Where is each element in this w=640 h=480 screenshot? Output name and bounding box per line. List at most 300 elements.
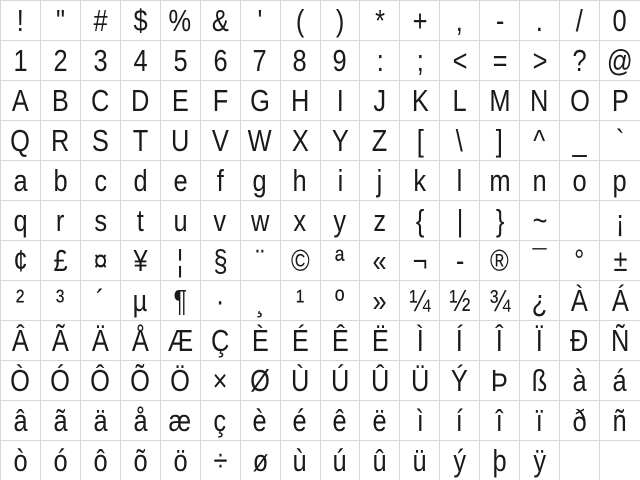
glyph-character: ÷ [213, 443, 228, 478]
glyph-character: Û [370, 363, 390, 398]
glyph-character: [ [416, 123, 424, 158]
glyph-character: É [291, 323, 309, 358]
glyph-cell[interactable] [400, 161, 440, 201]
glyph-cell[interactable] [121, 1, 161, 41]
glyph-cell[interactable] [360, 161, 400, 201]
glyph-cell[interactable] [201, 41, 241, 81]
glyph-cell[interactable] [480, 1, 520, 41]
glyph-cell[interactable] [201, 201, 241, 241]
glyph-character: 1 [13, 43, 28, 78]
glyph-cell[interactable] [600, 1, 640, 41]
glyph-cell[interactable] [161, 321, 201, 361]
glyph-cell[interactable] [440, 441, 480, 480]
glyph-cell[interactable] [560, 281, 600, 321]
glyph-cell[interactable] [121, 121, 161, 161]
glyph-cell[interactable] [400, 81, 440, 121]
glyph-cell[interactable] [560, 161, 600, 201]
glyph-cell[interactable] [281, 281, 321, 321]
glyph-cell[interactable] [81, 321, 121, 361]
glyph-cell[interactable] [281, 241, 321, 281]
glyph-cell[interactable] [201, 441, 241, 480]
glyph-cell[interactable] [241, 161, 281, 201]
glyph-cell[interactable] [600, 361, 640, 401]
glyph-cell[interactable] [1, 161, 41, 201]
glyph-cell[interactable] [1, 121, 41, 161]
glyph-cell[interactable] [161, 401, 201, 441]
glyph-cell[interactable] [400, 361, 440, 401]
glyph-cell[interactable] [400, 401, 440, 441]
glyph-cell[interactable] [321, 361, 361, 401]
glyph-cell[interactable] [520, 241, 560, 281]
glyph-cell[interactable] [281, 401, 321, 441]
glyph-character: l [456, 163, 463, 198]
glyph-character: Ø [250, 363, 270, 398]
glyph-cell[interactable] [560, 321, 600, 361]
glyph-character: « [372, 243, 387, 278]
glyph-cell[interactable] [360, 401, 400, 441]
glyph-cell[interactable] [360, 281, 400, 321]
glyph-cell[interactable] [360, 121, 400, 161]
glyph-cell[interactable] [201, 121, 241, 161]
glyph-character: - [495, 3, 504, 38]
glyph-cell[interactable] [360, 41, 400, 81]
glyph-character: ë [372, 403, 387, 438]
glyph-cell[interactable] [41, 81, 81, 121]
glyph-cell[interactable] [201, 1, 241, 41]
glyph-cell[interactable] [201, 281, 241, 321]
glyph-cell[interactable] [440, 241, 480, 281]
glyph-cell[interactable] [1, 361, 41, 401]
glyph-character: v [213, 203, 227, 238]
glyph-character: u [173, 203, 188, 238]
glyph-cell[interactable] [600, 121, 640, 161]
glyph-cell[interactable] [1, 41, 41, 81]
glyph-character: ¡ [615, 203, 625, 238]
glyph-cell[interactable] [41, 441, 81, 480]
glyph-character: e [173, 163, 188, 198]
glyph-cell[interactable] [560, 201, 600, 241]
glyph-cell[interactable] [41, 201, 81, 241]
glyph-cell[interactable] [440, 121, 480, 161]
glyph-cell[interactable] [600, 401, 640, 441]
glyph-character: á [612, 363, 628, 398]
glyph-character: ( [295, 3, 305, 38]
glyph-cell[interactable] [161, 241, 201, 281]
glyph-cell[interactable] [520, 201, 560, 241]
glyph-cell[interactable] [241, 41, 281, 81]
glyph-character: 5 [173, 43, 188, 78]
glyph-cell[interactable] [600, 321, 640, 361]
glyph-cell[interactable] [480, 321, 520, 361]
glyph-cell[interactable] [81, 161, 121, 201]
glyph-character: ² [16, 283, 25, 318]
glyph-character: ß [531, 363, 548, 398]
glyph-cell[interactable] [520, 121, 560, 161]
glyph-character: ý [453, 443, 467, 478]
glyph-character: " [55, 3, 65, 38]
glyph-cell[interactable] [440, 81, 480, 121]
glyph-cell[interactable] [201, 81, 241, 121]
glyph-cell[interactable] [41, 161, 81, 201]
glyph-character: q [13, 203, 28, 238]
glyph-cell[interactable] [281, 121, 321, 161]
glyph-character: ¾ [489, 283, 511, 318]
glyph-cell[interactable] [600, 81, 640, 121]
glyph-character: R [51, 123, 70, 158]
glyph-cell[interactable] [520, 401, 560, 441]
glyph-character: Ô [90, 363, 111, 398]
glyph-character: ° [574, 243, 585, 278]
glyph-cell[interactable] [161, 161, 201, 201]
glyph-character: / [576, 3, 584, 38]
glyph-cell[interactable] [281, 361, 321, 401]
glyph-cell[interactable] [321, 441, 361, 480]
glyph-cell[interactable] [81, 1, 121, 41]
glyph-character: D [131, 83, 150, 118]
glyph-cell[interactable] [440, 41, 480, 81]
glyph-character: $ [133, 3, 148, 38]
glyph-cell[interactable] [41, 121, 81, 161]
glyph-character: x [293, 203, 307, 238]
glyph-cell[interactable] [201, 401, 241, 441]
glyph-cell[interactable] [41, 281, 81, 321]
glyph-character: ¹ [295, 283, 305, 318]
glyph-cell[interactable] [360, 201, 400, 241]
glyph-cell[interactable] [600, 281, 640, 321]
glyph-character: Ü [410, 363, 430, 398]
glyph-cell[interactable] [241, 441, 281, 480]
glyph-character: £ [53, 243, 68, 278]
glyph-character: ! [16, 3, 25, 38]
glyph-cell[interactable] [241, 281, 281, 321]
glyph-cell[interactable] [480, 121, 520, 161]
glyph-cell[interactable] [560, 401, 600, 441]
glyph-cell[interactable] [440, 161, 480, 201]
glyph-character: å [133, 403, 148, 438]
glyph-character: ð [572, 403, 587, 438]
glyph-cell[interactable] [81, 41, 121, 81]
glyph-character: k [413, 163, 427, 198]
glyph-cell[interactable] [560, 81, 600, 121]
glyph-character: 6 [213, 43, 228, 78]
glyph-cell[interactable] [480, 441, 520, 480]
glyph-character: ¿ [531, 283, 548, 318]
glyph-character: Ì [416, 323, 424, 358]
glyph-character: - [455, 243, 465, 278]
glyph-cell[interactable] [400, 201, 440, 241]
glyph-cell[interactable] [321, 321, 361, 361]
glyph-cell[interactable] [400, 121, 440, 161]
glyph-character: ~ [532, 203, 548, 238]
glyph-cell[interactable] [1, 441, 41, 480]
glyph-character: N [530, 83, 549, 118]
glyph-cell[interactable] [360, 241, 400, 281]
glyph-character: a [13, 163, 28, 198]
glyph-cell[interactable] [241, 81, 281, 121]
glyph-cell[interactable] [480, 201, 520, 241]
glyph-cell[interactable] [1, 1, 41, 41]
glyph-cell[interactable] [41, 41, 81, 81]
glyph-cell[interactable] [560, 121, 600, 161]
glyph-cell[interactable] [281, 321, 321, 361]
glyph-character: f [216, 163, 224, 198]
glyph-cell[interactable] [121, 241, 161, 281]
glyph-cell[interactable] [321, 1, 361, 41]
glyph-cell[interactable] [1, 321, 41, 361]
glyph-cell[interactable] [360, 441, 400, 480]
glyph-character: P [611, 83, 629, 118]
glyph-character: G [250, 83, 270, 118]
glyph-cell[interactable] [281, 161, 321, 201]
glyph-character: 3 [93, 43, 108, 78]
glyph-cell[interactable] [480, 401, 520, 441]
glyph-cell[interactable] [520, 361, 560, 401]
glyph-character: B [51, 83, 69, 118]
glyph-cell[interactable] [201, 241, 241, 281]
glyph-character: p [612, 163, 628, 198]
glyph-character: ï [536, 403, 544, 438]
glyph-cell[interactable] [121, 441, 161, 480]
glyph-cell[interactable] [600, 201, 640, 241]
glyph-cell[interactable] [1, 81, 41, 121]
glyph-cell[interactable] [400, 241, 440, 281]
glyph-cell[interactable] [360, 321, 400, 361]
glyph-cell[interactable] [321, 281, 361, 321]
glyph-character: | [456, 203, 464, 238]
glyph-character: ô [93, 443, 108, 478]
glyph-character: ) [335, 3, 345, 38]
glyph-cell[interactable] [281, 441, 321, 480]
glyph-character: Á [611, 283, 629, 318]
glyph-cell[interactable] [241, 321, 281, 361]
glyph-cell[interactable] [41, 1, 81, 41]
glyph-character: ¤ [93, 243, 108, 278]
glyph-character: . [536, 3, 544, 38]
glyph-character: ¸ [255, 283, 265, 318]
glyph-cell[interactable] [241, 1, 281, 41]
glyph-character: L [452, 83, 467, 118]
glyph-cell[interactable] [121, 161, 161, 201]
glyph-cell[interactable] [440, 1, 480, 41]
glyph-character: ± [613, 243, 627, 278]
glyph-cell[interactable] [41, 401, 81, 441]
glyph-cell[interactable] [560, 41, 600, 81]
glyph-cell[interactable] [161, 41, 201, 81]
glyph-character: y [333, 203, 347, 238]
glyph-cell[interactable] [600, 241, 640, 281]
glyph-cell[interactable] [41, 321, 81, 361]
glyph-cell[interactable] [121, 321, 161, 361]
glyph-cell[interactable] [520, 41, 560, 81]
glyph-cell[interactable] [321, 81, 361, 121]
glyph-cell[interactable] [81, 121, 121, 161]
glyph-cell[interactable] [81, 241, 121, 281]
glyph-cell[interactable] [321, 241, 361, 281]
glyph-character: à [572, 363, 587, 398]
glyph-cell[interactable] [81, 441, 121, 480]
glyph-cell[interactable] [600, 441, 640, 480]
glyph-character: ê [332, 403, 348, 438]
glyph-cell[interactable] [1, 401, 41, 441]
glyph-character: ´ [96, 283, 105, 318]
glyph-cell[interactable] [520, 81, 560, 121]
glyph-cell[interactable] [480, 361, 520, 401]
glyph-character: ¥ [133, 243, 148, 278]
glyph-cell[interactable] [161, 441, 201, 480]
glyph-cell[interactable] [560, 361, 600, 401]
glyph-character: ¶ [173, 283, 188, 318]
glyph-character: ä [93, 403, 108, 438]
glyph-character: Z [372, 123, 388, 158]
glyph-cell[interactable] [321, 161, 361, 201]
glyph-cell[interactable] [440, 281, 480, 321]
glyph-cell[interactable] [161, 121, 201, 161]
glyph-character: = [492, 43, 508, 78]
glyph-cell[interactable] [241, 361, 281, 401]
glyph-cell[interactable] [201, 361, 241, 401]
glyph-character: Õ [130, 363, 151, 398]
glyph-cell[interactable] [560, 441, 600, 480]
glyph-character: ` [615, 123, 625, 158]
glyph-cell[interactable] [400, 441, 440, 480]
glyph-character: i [337, 163, 343, 198]
glyph-character: 9 [332, 43, 348, 78]
glyph-cell[interactable] [161, 281, 201, 321]
glyph-character: J [373, 83, 387, 118]
glyph-cell[interactable] [241, 121, 281, 161]
glyph-cell[interactable] [520, 441, 560, 480]
glyph-character: º [335, 283, 345, 318]
glyph-character: U [171, 123, 190, 158]
glyph-cell[interactable] [201, 321, 241, 361]
glyph-character: Å [131, 323, 149, 358]
glyph-cell[interactable] [360, 361, 400, 401]
glyph-cell[interactable] [241, 201, 281, 241]
glyph-character: ã [53, 403, 68, 438]
glyph-cell[interactable] [321, 401, 361, 441]
glyph-character: { [415, 203, 425, 238]
glyph-cell[interactable] [81, 81, 121, 121]
glyph-character: ] [496, 123, 504, 158]
glyph-character: Ë [371, 323, 389, 358]
glyph-cell[interactable] [121, 41, 161, 81]
glyph-cell[interactable] [480, 161, 520, 201]
glyph-character: Ó [50, 363, 71, 398]
glyph-cell[interactable] [121, 401, 161, 441]
glyph-cell[interactable] [480, 81, 520, 121]
glyph-character: 4 [133, 43, 148, 78]
glyph-cell[interactable] [440, 401, 480, 441]
glyph-cell[interactable] [480, 241, 520, 281]
glyph-character: í [456, 403, 464, 438]
glyph-cell[interactable] [440, 201, 480, 241]
glyph-cell[interactable] [121, 281, 161, 321]
glyph-character: Ä [91, 323, 109, 358]
glyph-cell[interactable] [520, 281, 560, 321]
glyph-cell[interactable] [520, 161, 560, 201]
glyph-cell[interactable] [281, 41, 321, 81]
glyph-character: © [290, 243, 310, 278]
glyph-cell[interactable] [400, 41, 440, 81]
glyph-character: + [412, 3, 428, 38]
glyph-character: ³ [56, 283, 65, 318]
glyph-cell[interactable] [121, 361, 161, 401]
glyph-character: ¼ [409, 283, 431, 318]
glyph-cell[interactable] [81, 401, 121, 441]
glyph-character: é [292, 403, 308, 438]
glyph-character: þ [492, 443, 507, 478]
glyph-character: ¨ [255, 243, 265, 278]
glyph-character: w [250, 203, 270, 238]
glyph-character: F [212, 83, 228, 118]
glyph-character: } [495, 203, 504, 238]
glyph-character: g [253, 163, 268, 198]
glyph-cell[interactable] [1, 201, 41, 241]
glyph-cell[interactable] [600, 41, 640, 81]
glyph-cell[interactable] [400, 1, 440, 41]
glyph-cell[interactable] [121, 81, 161, 121]
glyph-cell[interactable] [520, 321, 560, 361]
glyph-character: Ï [536, 323, 544, 358]
glyph-cell[interactable] [121, 201, 161, 241]
glyph-cell[interactable] [321, 201, 361, 241]
glyph-cell[interactable] [480, 281, 520, 321]
glyph-cell[interactable] [360, 1, 400, 41]
glyph-cell[interactable] [321, 41, 361, 81]
glyph-cell[interactable] [81, 361, 121, 401]
glyph-cell[interactable] [440, 361, 480, 401]
glyph-character: Â [11, 323, 29, 358]
glyph-cell[interactable] [400, 281, 440, 321]
glyph-cell[interactable] [440, 321, 480, 361]
glyph-character: ¢ [13, 243, 28, 278]
glyph-character: n [532, 163, 547, 198]
glyph-cell[interactable] [81, 201, 121, 241]
glyph-character: Ý [451, 363, 469, 398]
glyph-character: » [372, 283, 387, 318]
glyph-cell[interactable] [360, 81, 400, 121]
glyph-cell[interactable] [281, 201, 321, 241]
glyph-cell[interactable] [321, 121, 361, 161]
glyph-character: : [376, 43, 384, 78]
glyph-cell[interactable] [520, 1, 560, 41]
glyph-cell[interactable] [41, 241, 81, 281]
glyph-cell[interactable] [241, 401, 281, 441]
glyph-cell[interactable] [241, 241, 281, 281]
glyph-cell[interactable] [480, 41, 520, 81]
glyph-cell[interactable] [161, 361, 201, 401]
glyph-character: V [211, 123, 229, 158]
glyph-cell[interactable] [281, 1, 321, 41]
glyph-character: d [133, 163, 148, 198]
glyph-cell[interactable] [81, 281, 121, 321]
glyph-cell[interactable] [161, 81, 201, 121]
glyph-cell[interactable] [201, 161, 241, 201]
glyph-cell[interactable] [1, 281, 41, 321]
glyph-character: > [532, 43, 548, 78]
glyph-cell[interactable] [41, 361, 81, 401]
glyph-cell[interactable] [161, 201, 201, 241]
glyph-cell[interactable] [281, 81, 321, 121]
glyph-cell[interactable] [1, 241, 41, 281]
glyph-cell[interactable] [400, 321, 440, 361]
glyph-cell[interactable] [161, 1, 201, 41]
glyph-cell[interactable] [560, 241, 600, 281]
glyph-character: c [93, 163, 107, 198]
glyph-cell[interactable] [560, 1, 600, 41]
glyph-character: ¬ [412, 243, 428, 278]
glyph-cell[interactable] [600, 161, 640, 201]
